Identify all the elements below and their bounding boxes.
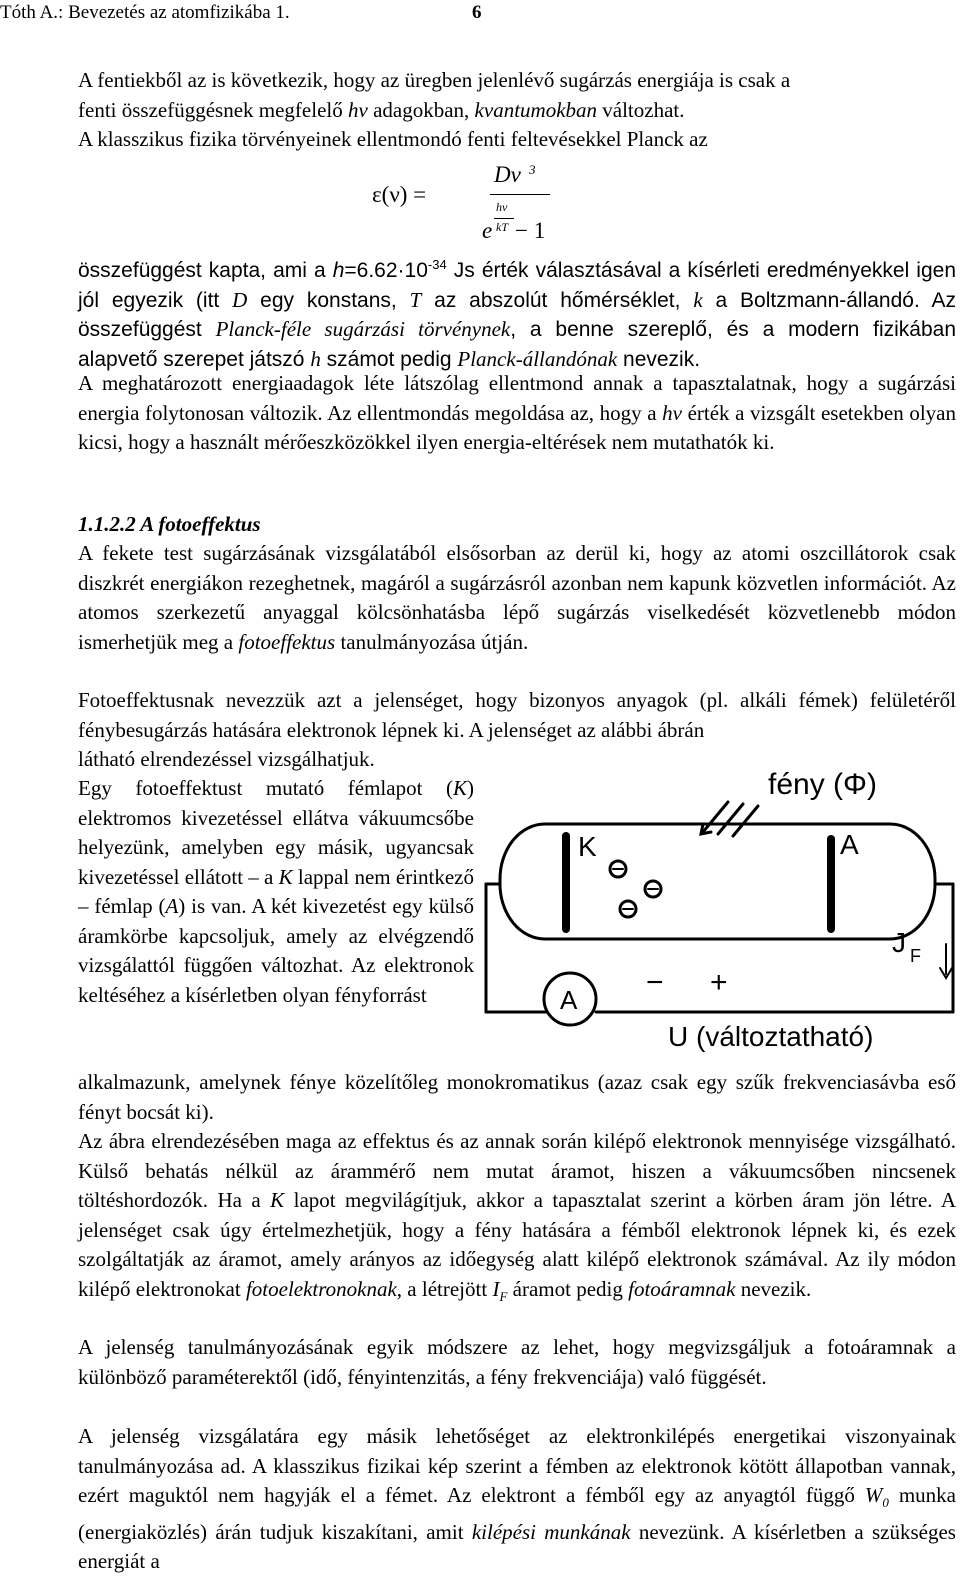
paragraph-7 <box>78 1127 956 1311</box>
current-label: J <box>892 927 906 958</box>
p1-line2c: adagokban, <box>367 97 475 122</box>
p7-fotoelektronoknak: fotoelektronoknak <box>245 1276 397 1301</box>
paragraph-4 <box>78 539 956 657</box>
p4-fotoeffektus: fotoeffektus <box>238 629 336 654</box>
p7-I: I <box>492 1276 500 1301</box>
p2-d: Js érték választásával a kísérleti eredményekkel igen jól egyezik (itt <box>78 259 957 312</box>
p9-e: nevezünk. A kísérletben a szükséges energiát a <box>78 1519 956 1574</box>
paragraph-5b <box>78 745 474 775</box>
p2-a: összefüggést kapta, ami a <box>78 259 333 282</box>
p6-a: Egy fotoeffektust mutató fémlapot ( <box>78 776 453 800</box>
p2-h-text: az abszolút hőmérséklet, <box>421 288 694 312</box>
eq-exp-numerator: hν <box>496 200 508 214</box>
p7-K: K <box>270 1188 285 1212</box>
p6-A: A <box>165 894 179 918</box>
p6-K: K <box>452 776 467 800</box>
p2-l: , a benne szereplő, és a modern fizikában alapvető szerepet játszó <box>78 318 956 371</box>
current-sub-label: F <box>910 946 921 966</box>
p1-line1: A fentiekből az is következik, hogy az üregben jelenlévő sugárzás energiája is csak a <box>78 68 791 92</box>
planck-equation <box>372 160 572 250</box>
p4-a: A fekete test sugárzásának vizsgálatából elsősorban az derül ki, hogy az atomi oszcillátorok csak diszkrét energiákon rezeghetnek, magáról a sugárzásról azonban nem kapunk közvetlen információt. Az atomos szerkezetű anyaggal kölcsönhatásba lépő sugárzás viselkedését közvetlenebb módon ismerhetjük meg a <box>78 541 956 654</box>
p9-kilepesi-munka: kilépési munkának <box>471 1519 631 1544</box>
p2-T: T <box>409 287 422 312</box>
eq-exp-denominator: kT <box>496 220 508 234</box>
p2-value: =6.62·10 <box>344 259 428 282</box>
eq-lhs: ε(ν) = <box>372 182 427 207</box>
p1-line2a: fenti összefüggésnek megfelelő <box>78 97 348 122</box>
p5-line1: Fotoeffektusnak nevezzük azt a jelenséget, hogy bizonyos anyagok (pl. alkáli fémek) felületéről fénybesugárzás hatására elektronok lépnek ki. A jelenséget az alábbi ábrán <box>78 688 956 742</box>
p2-j: a Boltzmann-állandó. Az összefüggést <box>78 288 957 341</box>
paragraph-6b <box>78 1068 956 1127</box>
p9-W-sub: 0 <box>882 1495 889 1511</box>
paragraph-3 <box>78 369 956 458</box>
p2-n: számot pedig <box>320 347 458 371</box>
ammeter-label: A <box>560 985 578 1015</box>
p2-k: k <box>693 287 703 312</box>
p1-line2e: változhat. <box>597 97 685 122</box>
eq-num-exponent: 3 <box>529 162 536 177</box>
p1-hnu: hν <box>348 97 368 122</box>
section-heading: 1.1.2.2 A fotoeffektus <box>78 512 261 536</box>
p1-kvantumokban: kvantumokban <box>474 97 598 122</box>
p7-a: Az ábra elrendezésében maga az effektus és az annak során kilépő elektronok mennyisége vizsgálható. Külső behatás nélkül az árammérő nem mutat áramot, hiszen a vákuumcsőben nincsenek töltéshordozók. Ha a <box>78 1129 956 1212</box>
p3-c: érték a vizsgált esetekben olyan kicsi, hogy a használt mérőeszközökkel ilyen energia-eltérések nem mutathatók ki. <box>78 400 956 454</box>
eq-numerator: Dν <box>494 162 521 187</box>
p2-f: egy konstans, <box>247 288 410 312</box>
voltage-label: U (változtatható) <box>668 1021 874 1052</box>
cathode-label: K <box>578 831 597 862</box>
p3-a: A meghatározott energiaadagok léte látszólag ellentmond annak a tapasztalatnak, hogy a sugárzási energia folytonosan változik. Az ellentmondás megoldása az, hogy a <box>78 371 956 425</box>
anode-label: A <box>840 829 859 860</box>
p2-exponent: -34 <box>427 257 447 272</box>
p2-h2: h <box>310 346 321 371</box>
p3-hnu: hν <box>662 400 682 425</box>
p6-g: ) is van. A két kivezetést egy külső áramkörbe kapcsoljuk, amely az elvégzendő vizsgálattól függően változhat. Az elektronok keltéséhez a kísérletben olyan fényforrást <box>78 894 474 1007</box>
p6-e: lappal nem érintkező – fémlap ( <box>78 864 475 918</box>
p9-a: A jelenség vizsgálatára egy másik lehetőséget az elektronkilépés energetikai viszonyainak tanulmányozása ad. A klasszikus fizikai kép szerint a fémben az elektronok kötött állapotban vannak, ezért maguktól nem hagyják el a fémet. Az elektront a fémből egy az anyagtól függő <box>78 1424 956 1507</box>
p7-i: nevezik. <box>735 1276 812 1301</box>
paragraph-1 <box>78 66 956 155</box>
p2-p: nevezik. <box>617 347 701 371</box>
p7-c: lapot megvilágítjuk, akkor a tapasztalat szerint a körben áram jön létre. A jelenséget csak úgy értelmezhetjük, hogy a fény hatására a fémből elektronok lépnek ki, és ezek szolgáltatják az áramot, amely arányos az időegység alatt kilépő elektronok számával. Az ily módon kilépő elektronokat <box>78 1188 956 1301</box>
p2-planck-constant: Planck-állandónak <box>457 346 618 371</box>
p6-h: alkalmazunk, amelynek fénye közelítőleg monokromatikus (azaz csak egy szűk frekvenciasávba eső fényt bocsát ki). <box>78 1070 956 1124</box>
p2-D: D <box>232 287 248 312</box>
paragraph-6 <box>78 774 474 1010</box>
p6-K2: K <box>278 864 293 889</box>
p7-g: áramot pedig <box>507 1276 629 1301</box>
p2-h: h <box>332 259 345 282</box>
p9-W: W <box>864 1483 883 1507</box>
eq-exp-bar <box>494 218 514 219</box>
paragraph-5 <box>78 686 956 745</box>
photoeffect-figure <box>478 754 960 1072</box>
plus-label: + <box>710 966 728 999</box>
page-number: 6 <box>472 2 482 23</box>
p6-c: ) elektromos kivezetéssel ellátva vákuumcsőbe helyezünk, amelyben egy másik, ugyancsak kivezetéssel ellátott – a <box>78 776 474 889</box>
paragraph-9 <box>78 1422 956 1577</box>
p9-c: munka (energiaközlés) árán tudjuk kiszakítani, amit <box>78 1483 957 1544</box>
p7-fotoaramnak: fotoáramnak <box>628 1276 736 1301</box>
p5-line2: látható elrendezéssel vizsgálhatjuk. <box>78 747 375 771</box>
eq-den-base: e <box>482 218 493 243</box>
eq-fraction-bar <box>490 194 550 195</box>
p8-a: A jelenség tanulmányozásának egyik módszere az lehet, hogy megvizsgáljuk a fotoáramnak a különböző paraméterektől (idő, fényintenzitás, a fény frekvenciája) való függését. <box>78 1335 956 1389</box>
p2-planck-law: Planck-féle sugárzási törvénynek <box>215 317 511 341</box>
paragraph-2 <box>78 250 956 374</box>
p4-c: tanulmányozása útján. <box>335 629 529 654</box>
p7-e: , a létrejött <box>396 1276 493 1301</box>
eq-den-minus: − 1 <box>515 218 546 243</box>
paragraph-8 <box>78 1333 956 1392</box>
p1-line3: A klasszikus fizika törvényeinek ellentmondó fenti feltevésekkel Planck az <box>78 127 708 151</box>
light-label: fény (Φ) <box>768 768 877 801</box>
header-title: Tóth A.: Bevezetés az atomfizikába 1. <box>0 2 290 23</box>
minus-label: − <box>646 966 664 999</box>
p7-IF-sub: F <box>499 1288 508 1304</box>
